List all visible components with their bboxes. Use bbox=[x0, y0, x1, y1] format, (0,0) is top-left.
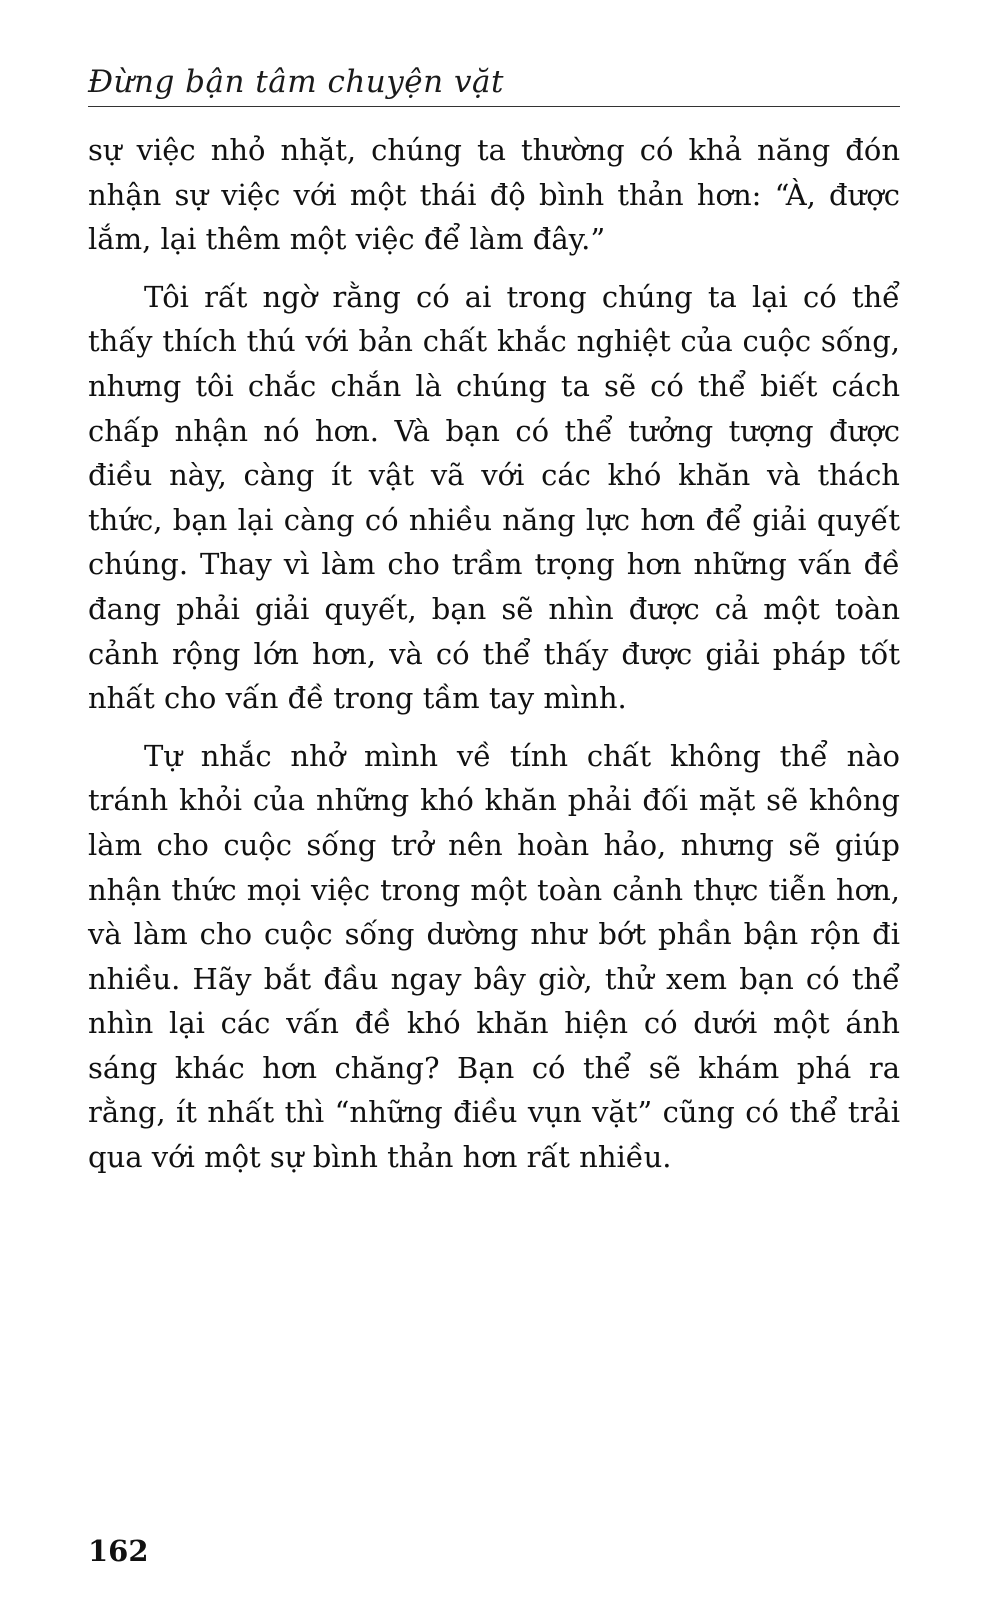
running-header bbox=[88, 52, 900, 107]
page-number: 162 bbox=[88, 1534, 149, 1568]
paragraph-continued: sự việc nhỏ nhặt, chúng ta thường có khả năng đón nhận sự việc với một thái độ bình thản hơn: “À, được lắm, lại thêm một việc để làm đây.” bbox=[88, 133, 900, 257]
paragraph: Tự nhắc nhở mình về tính chất không thể nào tránh khỏi của những khó khăn phải đối mặt sẽ không làm cho cuộc sống trở nên hoàn hảo, nhưng sẽ giúp nhận thức mọi việc trong một toàn cảnh thực tiễn hơn, và làm cho cuộc sống dường như bớt phần bận rộn đi nhiều. Hãy bắt đầu ngay bây giờ, thử xem bạn có thể nhìn lại các vấn đề khó khăn hiện có dưới một ánh sáng khác hơn chăng? Bạn có thể sẽ khám phá ra rằng, ít nhất thì “những điều vụn vặt” cũng có thể trải qua với một sự bình thản hơn rất nhiều. bbox=[88, 738, 900, 1175]
book-title: Đừng bận tâm chuyện vặt bbox=[88, 64, 504, 100]
page-body bbox=[88, 128, 900, 1193]
paragraph: Tôi rất ngờ rằng có ai trong chúng ta lại có thể thấy thích thú với bản chất khắc nghiệt của cuộc sống, nhưng tôi chắc chắn là chúng ta sẽ có thể biết cách chấp nhận nó hơn. Và bạn có thể tưởng tượng được điều này, càng ít vật vã với các khó khăn và thách thức, bạn lại càng có nhiều năng lực hơn để giải quyết chúng. Thay vì làm cho trầm trọng hơn những vấn đề đang phải giải quyết, bạn sẽ nhìn được cả một toàn cảnh rộng lớn hơn, và có thể thấy được giải pháp tốt nhất cho vấn đề trong tầm tay mình. bbox=[88, 279, 900, 716]
